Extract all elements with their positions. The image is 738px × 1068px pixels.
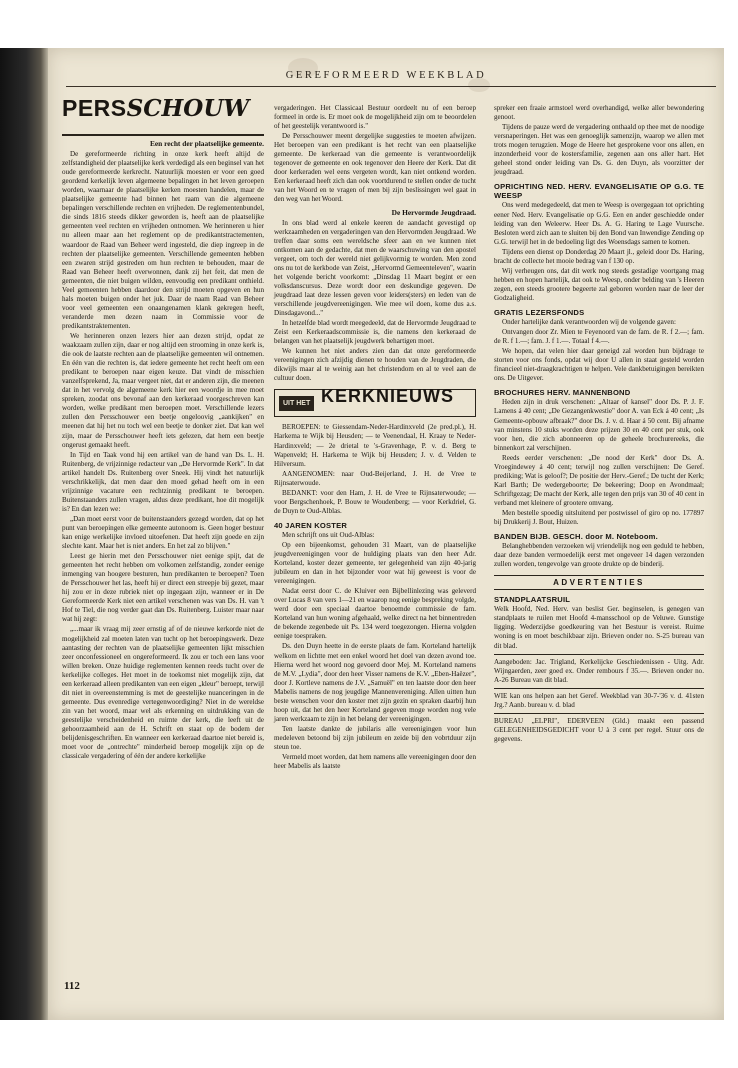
advertenties-banner: ADVERTENTIES xyxy=(494,575,704,590)
paragraph: Heden zijn in druk verschenen: „Altaar of kansel" door Ds. P. J. F. Lamens á 40 cent; „De Gezangenkwestie" door A. van Eck á 40 cent; „Is Gemeente-opbouw afbraak?" door Ds. J. v. d. Haar á 50 cent. Bij afname van minstens 10 stuks worden deze prijzen 30 en 40 cent per stuk, ook voor hen, die zich abonneeren op de geheele brochurereeks, die binnenkort zal verschijnen. xyxy=(494,398,704,452)
paragraph: De Persschouwer meent dergelijke suggesties te moeten afwijzen. Het beroepen van een predikant is het recht van een plaatselijke gemeente. De kerkeraad van die gemeente is verantwoordelijk tegenover de gemeente en ook tegenover den Heere der Kerk. Dat dit door kerkeraden wel eens vergeten wordt, kan niet ontkend worden. Een kerkeraad heeft zich dan ook voortdurend te stellen onder de tucht van het Woord en te vragen of men bij zijn beslissingen wel gaat in den weg van het Woord. xyxy=(274,132,476,204)
paragraph: Nadat eerst door C. de Kluiver een Bijbellinlezing was geleverd over Lucas 8 van vers 1—21 en waarop nog eenige bespreking volgde, werd door een speciaal daartoe benoemde commissie de fam. Korteland van hun woning afgehaald, welke direct na het binnentreden de bekende zegenbede uit Ps. 134 werd toegezongen. Hierna volgden eenige toespraken. xyxy=(274,587,476,641)
paragraph: We hopen, dat velen hier daar geneigd zal worden hun bijdrage te storten voor ons fonds, opdat wij door U allen in staat gesteld worden financieel niet-draagkrachtigen te helpen. Vele dankbetuigingen bereikten ons. De Uitgever. xyxy=(494,347,704,383)
paragraph: Tijdens een dienst op Donderdag 20 Maart jl., geleid door Ds. Haring, bracht de collecte het mooie bedrag van f 130 op. xyxy=(494,247,704,265)
paragraph: Ten laatste dankte de jubilaris alle vereenigingen voor hun medeleven betoond bij zijn jubileum en zeide bij den vobrtduur zijn steun toe. xyxy=(274,724,476,751)
advertisement: WIE kan ons helpen aan het Geref. Weekblad van 30-7-'36 v. d. 41sten Jrg.? Aanb. bureau v. d. blad xyxy=(494,691,704,709)
advertisement: Welk Hoofd, Ned. Herv. van beslist Ger. beginselen, is genegen van standplaats te ruilen met Hoofd 4-mansschool op de Veluwe. Gunstige ligging. Wederzijdse goedkeuring van het Bestuur is vereist. Ruime woning is en moet beschikbaar zijn. Brieven onder no. S-25 bureau van dit blad. xyxy=(494,605,704,650)
paragraph: Men schrijft ons uit Oud-Alblas: xyxy=(282,530,375,539)
advertisement: Aangeboden: Jac. Trigland, Kerkelijcke Geschiedenissen - Uitg. Adr. Wijngaerden, zeer goed ex. Onder rembours f 35.—. Brieven onder no. A-26 Bureau van dit blad. xyxy=(494,657,704,684)
paragraph: Ontvangen door Zr. Mien te Feyenoord van de fam. de R. f 2.—; fam. de R. f 1.—; fam. J. f 1.—. Totaal f 4.—. xyxy=(494,328,704,346)
paragraph: Vermeld moet worden, dat hem namens alle vereenigingen door den heer Mabelis als laatste xyxy=(274,753,476,771)
paragraph: vergaderingen. Het Classicaal Bestuur oordeelt nu of een beroep formeel in orde is. Er moet ook de mogelijkheid zijn om te beoordelen of het geestelijk verantwoord is." xyxy=(274,104,476,131)
paragraph: Op een bijeenkomst, gehouden 31 Maart, van de plaatselijke jeugdvereenigingen voor de huldiging plaats van den heer Adr. Korteland, koster dezer gemeente, ter gelegenheid van zijn 40-jarig jubileum en dan in het bijzonder voor wat hij geweest is voor de vereenigingen. xyxy=(274,540,476,586)
paragraph: In Tijd en Taak vond hij een artikel van de hand van Ds. L. H. Ruitenberg, de vrijzinnige redacteur van „De Hervormde Kerk". In dat artikel handelt Ds. Ruitenberg over Sneek. Hij vindt het natuurlijk verschrikkelijk, dat men daar den moed gehad heeft om in een vrijzinnige vacature een rechtzinnig predikant te beroepen. Buitenstaanders zullen vragen, aldus deze predikant, hoe dit mogelijk is? En dan lezen we: xyxy=(62,450,264,513)
article-subheading: Een recht der plaatselijke gemeente. xyxy=(149,139,264,148)
section-heading-brochures: BROCHURES HERV. MANNENBOND xyxy=(494,388,631,398)
section-heading-koster: 40 JAREN KOSTER xyxy=(274,520,348,530)
paragraph: In hetzelfde blad wordt meegedeeld, dat de Hervormde Jeugdraad te Zeist een Kerkeraadscommissie is, die namens den kerkeraad de belangen van het plaatselijk jeugdwerk behartigen moet. xyxy=(274,319,476,346)
news-item: AANGENOMEN: naar Oud-Beijerland, J. H. de Vree te Rijnsaterwoude. xyxy=(274,469,476,487)
book-spine xyxy=(0,48,48,1020)
news-item: BEROEPEN: te Giessendam-Neder-Hardinxveld (2e pred.pl.), H. Harkema te Wijk bij Heusden; — te Veenendaal, H. Kraay te Neder-Hardinxveld; — 2e drietal te 's-Gravenhage, P. v. d. Berg te Wapenveld; H. Harkema te Wijk bij Heusden; J. v. d. Velden te Hilversum. xyxy=(274,423,476,468)
section-heading-lezersfonds: GRATIS LEZERSFONDS xyxy=(494,307,585,317)
paragraph: Belanghebbenden verzoeken wij vriendelijk nog een geduld te hebben, daar deze banden vermoedelijk eerst met ongeveer 14 dagen verzonden zullen worden, tengevolge van groote drukte op de binderij. xyxy=(494,542,704,569)
ad-heading-standplaatsruil: STANDPLAATSRUIL xyxy=(494,595,571,605)
title-schouw: SCHOUW xyxy=(126,95,250,122)
paragraph: Ds. den Duyn heette in de eerste plaats de fam. Korteland hartelijk welkom en lichtte met een enkel woord het doel van dezen avond toe. Hierna werd het woord nog gevoerd door Mej. M. Korteland namens de M.V. „Lydia", door den heer Visser namens de K.V. „Eben-Haëzer", door J. Kortleve namens de J.V. „Samuël" en ten laatste door den heer Mabelis namens de nog jeugdige Mannenvereniging. Allen uitten hun beste wenschen voor den koster met zijn gezin en spraken daarbij hun hoop uit, dat het den heer Korteland gegeven moge worden nog vele jaren werkzaam te zijn in het belang der vereenigingen. xyxy=(274,642,476,723)
paragraph: Wij verheugen ons, dat dit werk nog steeds gestadige voortgang mag hebben en hopen hartelijk, dat ook te Weesp, onder belding van 's Heeren zegen, een steeds grootere begeerte zal geboren worden naar de leer der Godzaligheid. xyxy=(494,266,704,302)
section-heading-weesp: OPRICHTING NED. HERV. EVANGELISATIE OP G.G. TE WEESP xyxy=(494,182,704,201)
paragraph: Leest ge hierin met den Persschouwer niet eenige spijt, dat de gemeenten het recht hebben om volkomen zelfstandig, zonder eenige inmenging van hoogere besturen, hun predikanten te beroepen? Toen de Persschouwer het las, heeft hij er direct een streepje bij gezet, maar hij zou er in deze rubriek niet op ingegaan zijn, wanneer er in De Gereformeerde Kerk niet een artikel verschenen was van Ds. H. van 't Hof te Tiel, die nog verder gaat dan Ds. Ruitenberg. Luister maar naar wat hij zegt: xyxy=(62,552,264,624)
column-right xyxy=(494,104,704,745)
paragraph: Ons werd medegedeeld, dat men te Weesp is overgegaan tot oprichting eener Ned. Herv. Evangelisatie op G.G. Een en ander geschiedde onder leiding van den Weleerw. Heer Ds. A. G. Haring te Lage Vuursche. Besloten werd zich aan te sluiten bij den Bond van Inwendige Zending op G.G. terwijl het in de bedoeling ligt des Woensdags samen te komen. xyxy=(494,201,704,246)
running-header: GEREFORMEERD WEEKBLAD xyxy=(285,70,487,81)
paragraph: We kunnen het niet anders zien dan dat onze gereformeerde vereenigingen zich afzijdig dienen te houden van de Jeugdraden, die dikwijls maar al te weinig aan het christendom en al te veel aan de cultuur doen. xyxy=(274,347,476,383)
ad-divider xyxy=(494,688,704,689)
paragraph: Onder hartelijke dank verantwoorden wij de volgende gaven: xyxy=(502,318,676,327)
paragraph: Reeds eerder verschenen: „De nood der Kerk" door Ds. A. Vroegindewey á 40 cent; terwijl nog zullen verschijnen: De Geref. prediking; Wat is geloof?; De positie der Herv.-Geref.; De tucht der Kerk; Karl Barth; De wedergeboorte; De bekeering; Doop en Avondmaal; Schriftgezag; De macht der Kerk, alle tegen den prijs van 30 of 40 cent in verband met kleinere of grootere omvang. xyxy=(494,453,704,507)
section-heading-jeugdraad: De Hervormde Jeugdraad. xyxy=(391,207,476,217)
paragraph: Men bestelle spoedig uitsluitend per postwissel of giro op no. 177897 bij Drukkerij J. Bout, Huizen. xyxy=(494,508,704,527)
header-rule xyxy=(66,86,716,87)
page-number: 112 xyxy=(64,980,80,992)
kerknieuws-banner xyxy=(274,386,476,417)
news-item: BEDANKT: voor den Ham, J. H. de Vree te Rijnsaterwoude; — voor Bergschenhoek, P. Bouw te Woudenberg; — voor Kerkdriel, G. de Duyn te Oud-Alblas. xyxy=(274,488,476,515)
advertisement: BUREAU „ELPRI", EDERVEEN (Gld.) maakt een passend GELEGENHEIDSGEDICHT voor U à 3 cent per regel. Stuur ons de gegevens. xyxy=(494,716,704,743)
column-left xyxy=(62,95,264,762)
ad-divider xyxy=(494,654,704,655)
quotation: „Dan moet eerst voor de buitenstaanders gezegd worden, dat op het punt van beroepingen elke gemeente autonoom is. Geen hoger bestuur kan enige werkelijke invloed uitoefenen. Dat heeft zijn goede en zijn slechte kant. Maar het is niet anders. En het zal zo blijven." xyxy=(62,514,264,551)
ad-divider xyxy=(494,713,704,714)
quotation: „...maar ik vraag mij zeer ernstig af of de nieuwe kerkorde niet de mogelijkheid zal moeten laten van tucht op het beroepingswerk. Deze aantasting der rechten van de plaatselijke gemeenten lijkt misschien zeer onconfessioneel en ongereformeerd. Ik zou er toch een lans voor willen breken. Onze huidige reglementen kennen reeds tucht over de kerkelijke colleges. Het moet in de toekomst niet mogelijk zijn, dat een kerkeraad alleen predikanten van een eigen „kleur" beroept, terwijl dit niet in overeenstemming is met de geestelijke nuanceringen in de gemeente. Dus evenredige vertegenwoordiging? Niet in de wereldse zin van het woord, maar wel als erkenning en uitdrukking van de geestelijke verscheidenheid en ruimte der kerk, die leeft uit de gehoorzaamheid aan de H. Schrift en staat op de bodem der belijdenisgeschriften. En wanneer een kerkeraad daartoe niet bereid is, moet voor de „ontrechte" minderheid beroep mogelijk zijn op de classicale vergadering of één der andere kerkelijke xyxy=(62,625,264,761)
title-pers: PERS xyxy=(62,95,127,121)
uit-het-label: UIT HET xyxy=(279,396,314,411)
paragraph: spreker een fraaie armstoel werd overhandigd, welke aller bewondering genoot. xyxy=(494,104,704,122)
newspaper-page xyxy=(48,48,724,1020)
paragraph: We herinneren onzen lezers hier aan dezen strijd, opdat ze waakzaam zullen zijn, daar er nog altijd een strooming in onze kerk is, die ook de laatste rechten aan de plaatselijke gemeenten wil ontnemen. En één van die rechten is, dat iedere gemeente het recht heeft om een predikant te beroepen naar eigen keuze. Dat vindt de misschien vanzelfsprekend, Ja, maar vergeet niet, dat er anderen zijn, die meenen dat in het vervolg de algemeene kerk hier een woordje in mee moet spreken, zoodat ons bevonaf aan den kerkeraad voorgeschreven kan worden, welke predikant men beroepen moet. Verschillende lezers zullen den Persschouwer een beetje ongeloovig „aankijken" en meenen dat hij het nu toch wel een beetje te donker ziet. Dat kan wel zijn, maar de Persschouwer heeft iets gelezen, dat hem een beetje ongerust gemaakt heeft. xyxy=(62,331,264,449)
paragraph: In ons blad werd al enkele keeren de aandacht gevestigd op werkzaamheden en vergaderingen van den Hervormden Jeugdraad. We treffen daar soms een wereldsche sfeer aan en we kunnen niet ontkomen aan de gedachte, dat men de waarschuwing van den apostel vergeet, om toch der wereld niet gelijkvormig te worden. Men zond ons nu tot de kerkbode van Zeist, „Hervormd Gemeenteleven", waarin het volgende bericht voorkomt: „Dinsdag 11 Maart begint er een volksdanscursus. Deze wordt door een deskundige gegeven. De jeugdraad laat deze lessen geven voor leiders(sters) en leden van de verschillende jeugdvereenigingen. Wie mee wil doen, kome dus a.s. Dinsdagavond..." xyxy=(274,218,476,318)
column-middle xyxy=(274,104,476,772)
paragraph: De gereformeerde richting in onze kerk heeft altijd de zelfstandigheid der plaatselijke kerk verdedigd als een beginsel van het oude gereformeerde kerkrecht. Natuurlijk moesten er voor een goed geordend kerkelijk leven algemeene bepalingen in het leven geroepen worden, waarnaar de plaatselijke kerken moesten handelen, maar de plaatselijke gemeente had binnen het raam van die algemeene bepalingen verschillende rechten en vrijheden. De reglementenbundel, die sinds 1816 steeds dikker geworden is, heeft aan de plaatselijke gemeenten veel rechten en vrijheden ontnomen. We herinneren u hier nu alleen maar aan het reglement op de predikantstractementen, waardoor de Raad van Beheer werd ingesteld, die diep ingreep in de rechten der plaatselijke gemeenten. Verschillende gemeenten hebben een zwaren strijd gestreden om hun rechten te behouden, maar de Raad van Beheer heeft overwonnen, dank zij het feit, dat men de gemeenten, die niet buigen wilden, eenvoudig een predikant onthield. Veel gemeenten hebben daardoor den strijd moeten opgeven en hun hals moeten buigen onder het juk. Daar de naam Raad van Beheer voor veel gemeenten een onaangenamen klank gekregen heeft, veranderde men dezen naam in Commissie voor de predikantstraktementen. xyxy=(62,150,264,330)
perschouw-title xyxy=(62,95,264,136)
paragraph: Tijdens de pauze werd de vergadering onthaald op thee met de noodige versnaperingen. Het was een genoeglijk samenzijn, waarop we allen met trots mogen terugzien. Moge de Heere het gesprokene voor ons allen, en inzonderheid voor de kostersfamilie, zegenen aan ons aller hart. Het geheel stond onder leiding van Ds. G. den Duyn, als voorzitter der jeugdraad. xyxy=(494,123,704,177)
section-heading-banden: BANDEN BIJB. GESCH. door M. Noteboom. xyxy=(494,532,658,542)
kerknieuws-title: KERKNIEUWS xyxy=(321,386,455,407)
